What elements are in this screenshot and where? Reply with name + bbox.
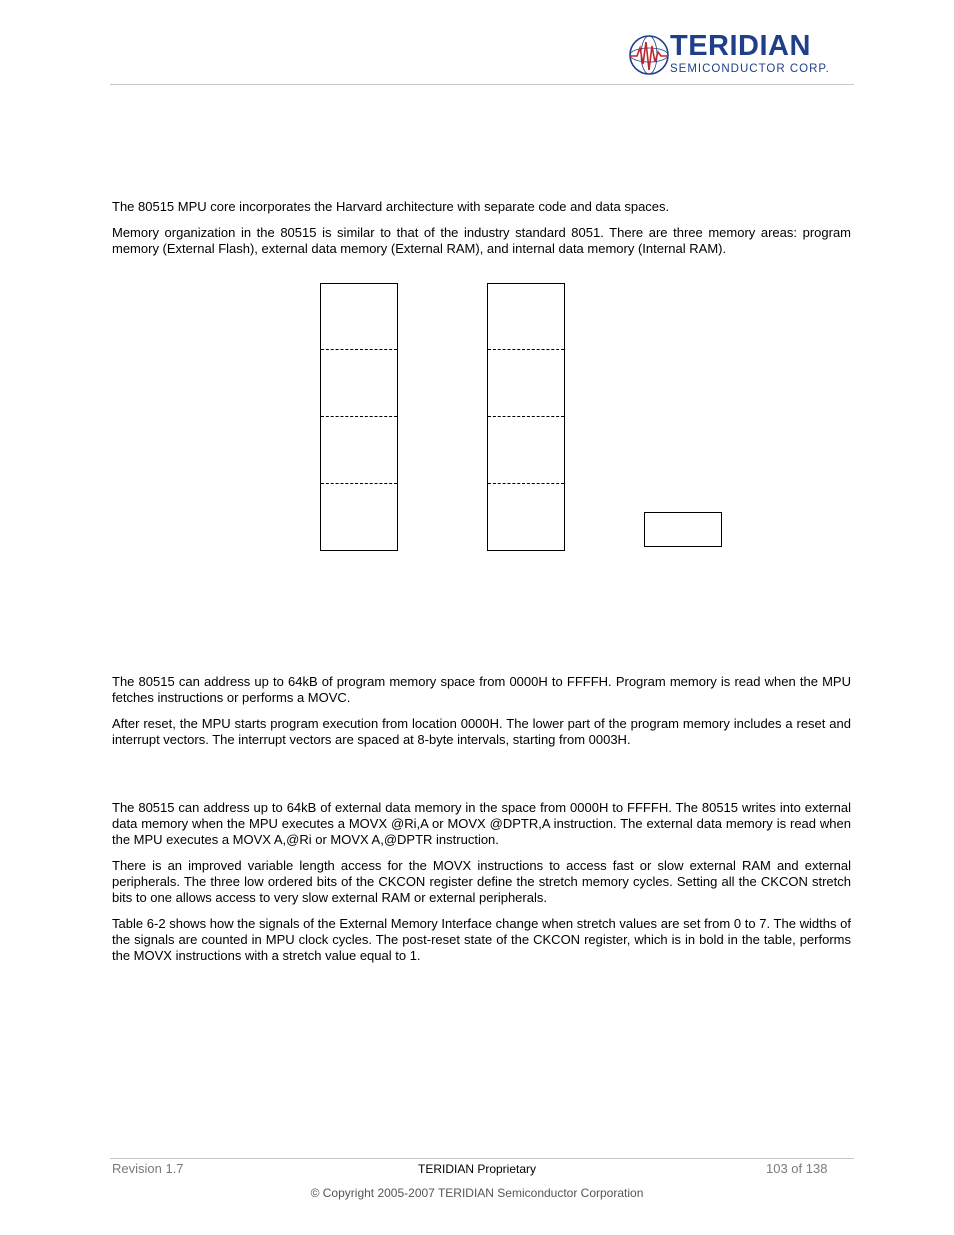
footer-proprietary: TERIDIAN Proprietary	[417, 1162, 537, 1176]
paragraph-movx-stretch: There is an improved variable length access for the MOVX instructions to access fast or slow external RAM and external peripherals. The three low ordered bits of the CKCON register define the stretch memory cycles. Setting all the CKCON stretch bits to one allows access to very slow external RAM or external peripherals.	[112, 858, 851, 905]
footer-divider	[110, 1158, 854, 1159]
company-logo	[628, 30, 833, 80]
paragraph-external-data-memory: The 80515 can address up to 64kB of external data memory in the space from 0000H to FFFFH. The 80515 writes into external data memory when the MPU executes a MOVX @Ri,A or MOVX @DPTR,A instruction. The external data memory is read when the MPU executes a MOVX A,@Ri or MOVX A,@DPTR instruction.	[112, 800, 851, 847]
memory-segment-divider	[321, 483, 397, 484]
external-data-memory-column	[487, 283, 565, 551]
logo-globe-icon	[628, 34, 670, 76]
memory-segment-divider	[488, 349, 564, 350]
footer-copyright: © Copyright 2005-2007 TERIDIAN Semiconductor Corporation	[310, 1186, 644, 1200]
paragraph-memory-organization: Memory organization in the 80515 is similar to that of the industry standard 8051. There are three memory areas: program memory (External Flash), external data memory (External RAM), and internal data memory (Internal RAM).	[112, 225, 851, 256]
memory-segment-divider	[488, 483, 564, 484]
program-memory-column	[320, 283, 398, 551]
logo-wordmark: TERIDIAN	[670, 30, 811, 62]
footer-revision: Revision 1.7	[112, 1161, 184, 1176]
memory-segment-divider	[488, 416, 564, 417]
internal-data-memory-box	[644, 512, 722, 547]
paragraph-table-reference: Table 6-2 shows how the signals of the External Memory Interface change when stretch values are set from 0 to 7. The widths of the signals are counted in MPU clock cycles. The post-reset state of the CKCON register, which is in bold in the table, performs the MOVX instructions with a stretch value equal to 1.	[112, 916, 851, 963]
header-divider	[110, 84, 854, 85]
memory-segment-divider	[321, 416, 397, 417]
logo-tagline: SEMICONDUCTOR CORP.	[670, 63, 830, 75]
footer-page-number: 103 of 138	[766, 1161, 828, 1176]
memory-segment-divider	[321, 349, 397, 350]
paragraph-program-memory: The 80515 can address up to 64kB of program memory space from 0000H to FFFFH. Program memory is read when the MPU fetches instructions or performs a MOVC.	[112, 674, 851, 705]
paragraph-reset-vectors: After reset, the MPU starts program execution from location 0000H. The lower part of the program memory includes a reset and interrupt vectors. The interrupt vectors are spaced at 8-byte intervals, starting from 0003H.	[112, 716, 851, 747]
paragraph-harvard: The 80515 MPU core incorporates the Harvard architecture with separate code and data spaces.	[112, 199, 670, 214]
